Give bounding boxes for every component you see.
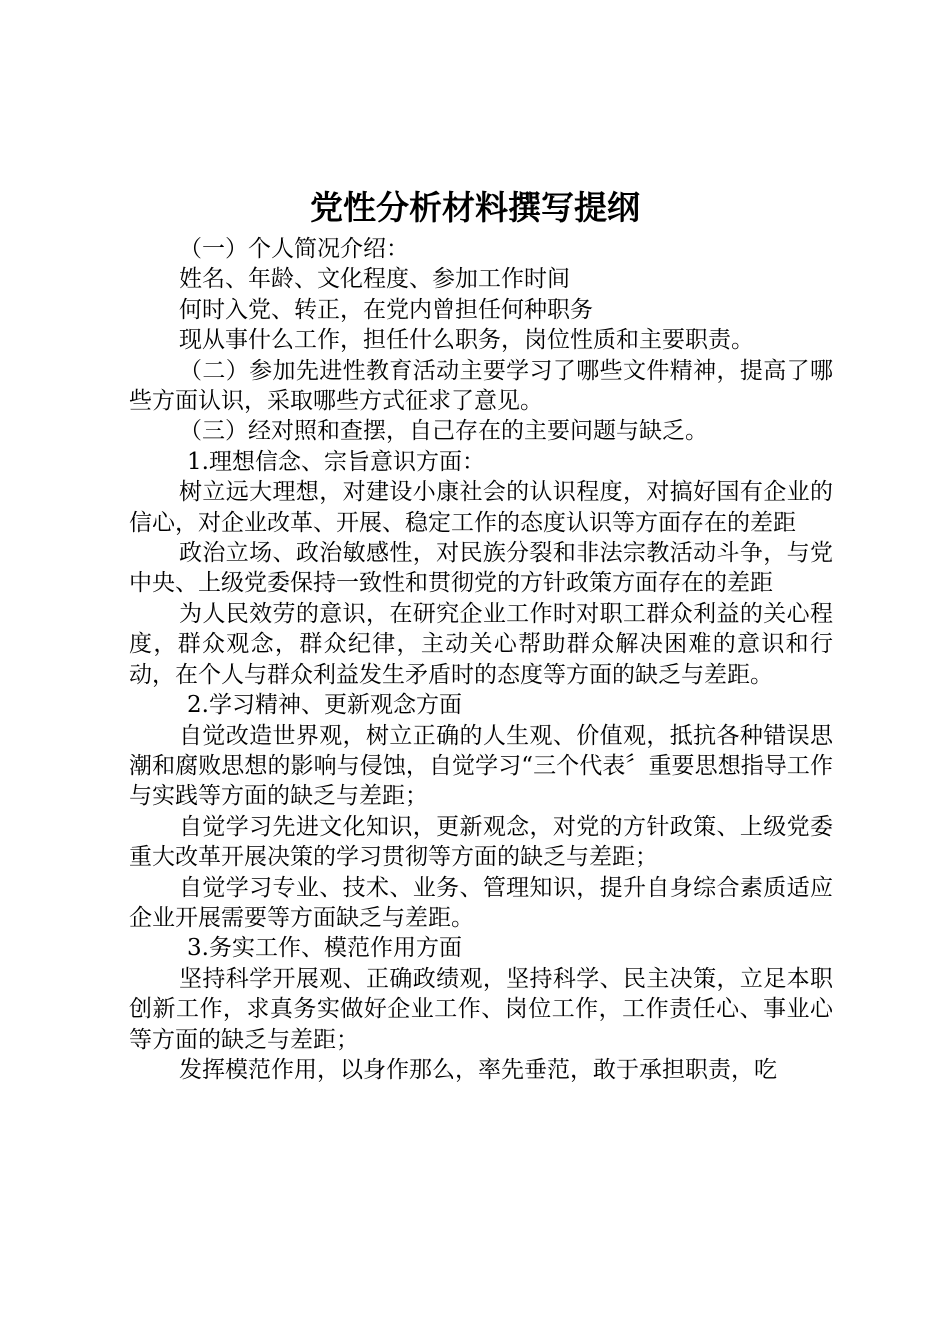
paragraph: 自觉改造世界观，树立正确的人生观、价值观，抵抗各种错误思潮和腐败思想的影响与侵蚀，自觉学习“三个代表〞重要思想指导工作与实践等方面的缺乏与差距；: [129, 722, 833, 810]
paragraph: 发挥模范作用，以身作那么，率先垂范，敢于承担职责，吃: [179, 1056, 777, 1083]
paragraph: 现从事什么工作，担任什么职务，岗位性质和主要职责。: [179, 327, 754, 354]
subheading-practical-work: 3.务实工作、模范作用方面: [187, 935, 462, 962]
paragraph: 树立远大理想，对建设小康社会的认识程度，对搞好国有企业的信心，对企业改革、开展、稳定工作的态度认识等方面存在的差距: [129, 479, 833, 536]
paragraph: 自觉学习先进文化知识，更新观念，对党的方针政策、上级党委重大改革开展决策的学习贯彻等方面的缺乏与差距；: [129, 813, 833, 871]
paragraph: 为人民效劳的意识，在研究企业工作时对职工群众利益的关心程度，群众观念，群众纪律，主动关心帮助群众解决困难的意识和行动，在个人与群众利益发生矛盾时的态度等方面的缺乏与差距。: [129, 600, 833, 688]
paragraph: 坚持科学开展观、正确政绩观，坚持科学、民主决策，立足本职创新工作，求真务实做好企业工作、岗位工作，工作责任心、事业心等方面的缺乏与差距；: [129, 965, 833, 1053]
paragraph: 自觉学习专业、技术、业务、管理知识，提升自身综合素质适应企业开展需要等方面缺乏与差距。: [129, 874, 833, 931]
subheading-ideals: 1.理想信念、宗旨意识方面：: [187, 448, 485, 475]
subheading-learning: 2.学习精神、更新观念方面: [187, 692, 462, 719]
section-heading-study: （二）参加先进性教育活动主要学习了哪些文件精神，提高了哪些方面认识，采取哪些方式征求了意见。: [129, 357, 833, 415]
document-body: [129, 234, 833, 1085]
document-title: 党性分析材料撰写提纲: [310, 188, 640, 227]
section-heading-problems: （三）经对照和查摆，自己存在的主要问题与缺乏。: [179, 418, 708, 445]
section-heading-personal-info: （一）个人简况介绍：: [179, 236, 409, 262]
paragraph: 政治立场、政治敏感性，对民族分裂和非法宗教活动斗争，与党中央、上级党委保持一致性和贯彻党的方针政策方面存在的差距: [129, 540, 833, 597]
paragraph: 何时入党、转正，在党内曾担任何种职务: [179, 296, 593, 323]
paragraph: 姓名、年龄、文化程度、参加工作时间: [179, 266, 570, 293]
